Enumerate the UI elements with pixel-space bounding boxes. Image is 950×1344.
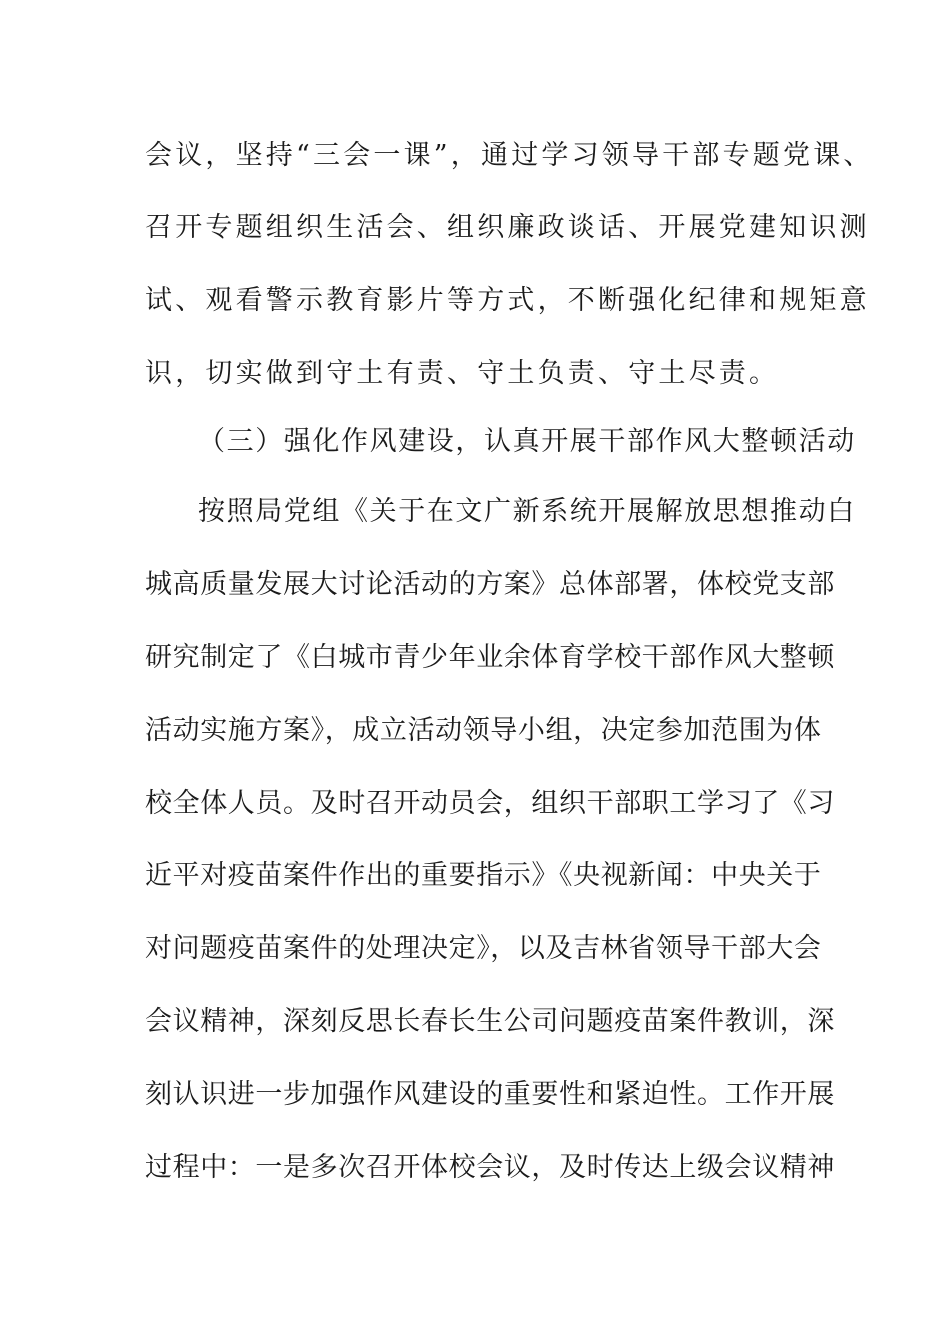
paragraph-line: 刻认识进一步加强作风建设的重要性和紧迫性。工作开展 — [145, 1079, 835, 1110]
section-heading: （三）强化作风建设，认真开展干部作风大整顿活动 — [198, 426, 856, 457]
paragraph-line: 识，切实做到守土有责、守土负责、守土尽责。 — [145, 358, 780, 389]
paragraph-line: 试、观看警示教育影片等方式，不断强化纪律和规矩意 — [145, 285, 870, 316]
paragraph-line: 城高质量发展大讨论活动的方案》总体部署，体校党支部 — [145, 569, 835, 600]
paragraph-line: 近平对疫苗案件作出的重要指示》《央视新闻：中央关于 — [145, 860, 822, 891]
paragraph-line: 会议，坚持“三会一课”，通过学习领导干部专题党课、 — [145, 140, 874, 171]
paragraph-line: 活动实施方案》，成立活动领导小组，决定参加范围为体 — [145, 715, 822, 746]
paragraph-line: 过程中：一是多次召开体校会议，及时传达上级会议精神 — [145, 1152, 835, 1183]
paragraph-line: 研究制定了《白城市青少年业余体育学校干部作风大整顿 — [145, 642, 835, 673]
paragraph-line: 按照局党组《关于在文广新系统开展解放思想推动白 — [198, 496, 856, 527]
paragraph-line: 对问题疫苗案件的处理决定》，以及吉林省领导干部大会 — [145, 933, 822, 964]
paragraph-line: 会议精神，深刻反思长春长生公司问题疫苗案件教训，深 — [145, 1006, 835, 1037]
paragraph-line: 召开专题组织生活会、组织廉政谈话、开展党建知识测 — [145, 212, 870, 243]
paragraph-line: 校全体人员。及时召开动员会，组织干部职工学习了《习 — [145, 788, 835, 819]
